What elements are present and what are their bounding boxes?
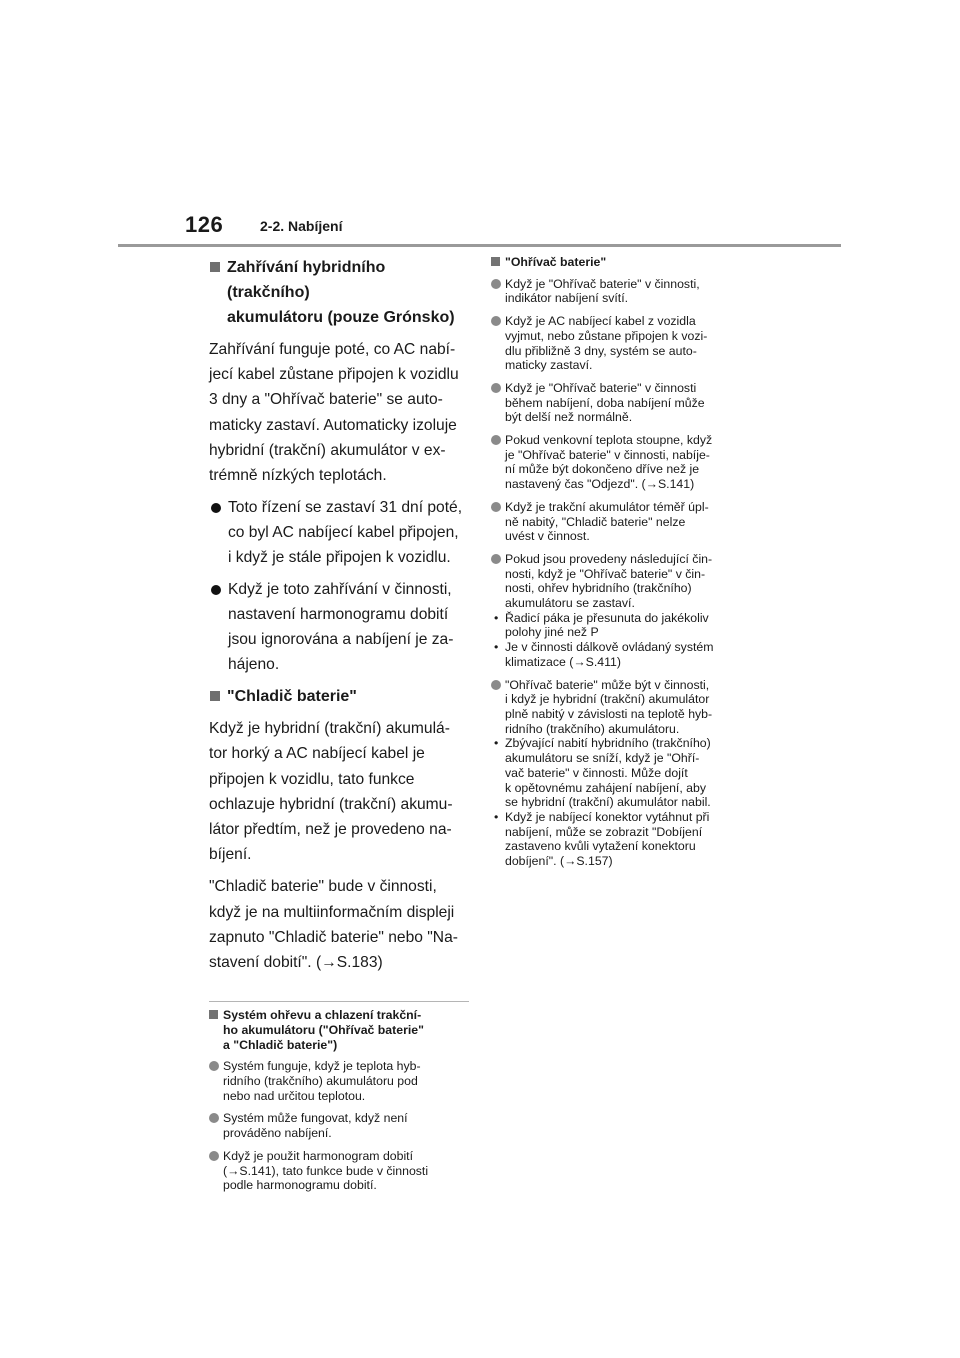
bullet-dot-icon	[211, 503, 221, 513]
text-line: nastavení harmonogramu dobití	[228, 606, 449, 624]
bullet-schedule-ignored	[209, 577, 469, 677]
heading-line: "Chladič baterie"	[227, 688, 357, 706]
note-item	[491, 500, 759, 544]
bullet-dot-icon	[491, 435, 501, 445]
sub-list-item	[491, 611, 759, 640]
text-line	[209, 950, 469, 975]
left-column	[209, 255, 469, 1201]
note-item	[491, 433, 759, 492]
text-line: jecí kabel zůstane připojen k vozidlu	[209, 366, 459, 384]
text-line: Řadicí páka je přesunuta do jakékoliv	[505, 610, 709, 625]
text-line: co byl AC nabíjecí kabel připojen,	[228, 524, 459, 542]
heading-line: akumulátoru (pouze Grónsko)	[227, 309, 455, 326]
text-line: zastaveno kvůli vytažení konektoru	[505, 839, 696, 854]
heading-heating	[209, 255, 469, 330]
bullet-dot-icon	[491, 383, 501, 393]
text-line: ně nabitý, "Chladič baterie" nelze	[505, 514, 686, 529]
text-span: klimatizace (	[505, 654, 574, 669]
text-line: tor horký a AC nabíjecí kabel je	[209, 745, 425, 763]
text-line: plně nabitý v závislosti na teplotě hyb-	[505, 706, 713, 721]
sub-bullet-icon: •	[494, 809, 499, 824]
page-reference-link[interactable]: →S.411	[573, 654, 617, 669]
text-span: )	[690, 477, 695, 492]
bullet-stop-control	[209, 495, 469, 570]
text-line: látor předtím, než je provedeno na-	[209, 821, 452, 839]
note-item	[491, 552, 759, 611]
text-line: Systém funguje, když je teplota hyb-	[223, 1059, 421, 1074]
text-line: Zbývající nabití hybridního (trakčního)	[505, 736, 711, 751]
text-span: (	[223, 1163, 228, 1178]
bullet-dot-icon	[209, 1151, 219, 1161]
text-line: Je v činnosti dálkově ovládaný systém	[505, 640, 714, 655]
text-line: být delší než normálně.	[505, 410, 633, 425]
note-heading	[491, 255, 759, 270]
text-line: vyjmut, nebo zůstane připojen k vozi-	[505, 328, 708, 343]
text-line: maticky zastaví. Automaticky izoluje	[209, 416, 457, 434]
bullet-dot-icon	[209, 1061, 219, 1071]
sub-list-item	[491, 640, 759, 669]
text-line: připojen k vozidlu, tato funkce	[209, 770, 415, 788]
text-line: Systém ohřevu a chlazení trakční-	[223, 1008, 422, 1023]
text-line: ochlazuje hybridní (trakční) akumu-	[209, 795, 453, 813]
text-line: polohy jiné než P	[505, 625, 599, 640]
text-line: akumulátoru se zastaví.	[505, 596, 635, 611]
text-line: je "Ohřívač baterie" v činnosti, nabíje-	[505, 447, 710, 462]
text-line: prováděno nabíjení.	[223, 1126, 332, 1141]
bullet-dot-icon	[491, 316, 501, 326]
text-span: nastavený čas "Odjezd". (	[505, 477, 646, 492]
text-line: podle harmonogramu dobití.	[223, 1178, 377, 1193]
text-line: indikátor nabíjení svítí.	[505, 291, 629, 306]
text-line: Když je "Ohřívač baterie" v činnosti,	[505, 276, 700, 291]
note-item	[491, 277, 759, 306]
text-line: "Chladič baterie" bude v činnosti,	[209, 878, 437, 896]
text-line: "Ohřívač baterie" může být v činnosti,	[505, 677, 710, 692]
text-line: nosti, ohřev hybridního (trakčního)	[505, 581, 692, 596]
square-bullet-icon	[209, 1010, 218, 1019]
text-line: "Ohřívač baterie"	[505, 255, 607, 269]
sub-list-item	[491, 810, 759, 869]
square-bullet-icon	[210, 691, 220, 701]
text-line: vač baterie" v činnosti. Může dojít	[505, 765, 688, 780]
text-line: zapnuto "Chladič baterie" nebo "Na-	[209, 928, 458, 946]
bullet-dot-icon	[491, 680, 501, 690]
paragraph-cooler-operation	[209, 874, 469, 975]
text-span: )	[616, 654, 621, 669]
page-number: 126	[185, 212, 224, 237]
text-span: )	[608, 854, 613, 869]
text-line: ní může být dokončeno dříve než je	[505, 462, 700, 477]
text-line: Když je "Ohřívač baterie" v činnosti	[505, 380, 697, 395]
sub-bullet-icon: •	[494, 736, 499, 751]
text-line: Když je hybridní (trakční) akumulá-	[209, 720, 450, 738]
note-item	[209, 1111, 469, 1140]
text-line: trémně nízkých teplotách.	[209, 467, 387, 485]
text-line	[223, 1164, 469, 1179]
bullet-dot-icon	[491, 502, 501, 512]
text-line: akumulátoru se sníží, když je "Ohří-	[505, 751, 700, 766]
text-span: )	[377, 954, 383, 972]
sub-bullet-icon: •	[494, 640, 499, 655]
text-line: Když je toto zahřívání v činnosti,	[228, 581, 452, 599]
bullet-dot-icon	[211, 585, 221, 595]
text-line: hájeno.	[228, 656, 280, 674]
text-line: i když je hybridní (trakční) akumulátor	[505, 692, 710, 707]
text-line: nosti, když je "Ohřívač baterie" v čin-	[505, 566, 706, 581]
text-line: uvést v činnost.	[505, 529, 590, 544]
text-line: Pokud jsou provedeny následující čin-	[505, 551, 713, 566]
square-bullet-icon	[491, 257, 500, 266]
header-rule	[118, 244, 841, 247]
sub-bullet-icon: •	[494, 610, 499, 625]
text-line: když je na multiinformačním displeji	[209, 903, 455, 921]
text-line: se hybridní (trakční) akumulátor nabil.	[505, 795, 711, 810]
text-line: a "Chladič baterie")	[223, 1037, 338, 1052]
paragraph-heating	[209, 337, 469, 488]
note-item-group	[491, 678, 759, 869]
text-line: Když je trakční akumulátor téměř úpl-	[505, 499, 709, 514]
note-item	[209, 1149, 469, 1193]
text-line: Když je nabíjecí konektor vytáhnut při	[505, 809, 710, 824]
section-title: 2-2. Nabíjení	[260, 218, 343, 234]
sub-list-item	[491, 736, 759, 810]
note-item	[491, 381, 759, 425]
text-line	[505, 655, 759, 670]
text-span: stavení dobití". (	[209, 954, 322, 972]
heading-line: Zahřívání hybridního (trakčního)	[227, 259, 386, 301]
text-line: 3 dny a "Ohřívač baterie" se auto-	[209, 391, 443, 409]
page-reference-link[interactable]: →S.141	[227, 1163, 272, 1178]
text-line: hybridní (trakční) akumulátor v ex-	[209, 441, 446, 459]
note-item	[491, 314, 759, 373]
bullet-dot-icon	[491, 279, 501, 289]
page-reference-link[interactable]: →S.157	[564, 854, 609, 869]
text-line	[505, 477, 759, 492]
paragraph-cooler	[209, 716, 469, 867]
text-line: maticky zastaví.	[505, 358, 593, 373]
text-line: nebo nad určitou teplotou.	[223, 1088, 366, 1103]
text-line: ho akumulátoru ("Ohřívač baterie"	[223, 1022, 424, 1037]
page-reference-link[interactable]: →S.141	[645, 477, 691, 492]
square-bullet-icon	[210, 262, 220, 272]
text-line: bíjení.	[209, 846, 252, 864]
text-line: i když je stále připojen k vozidlu.	[228, 549, 451, 567]
bullet-dot-icon	[491, 554, 501, 564]
page-reference-link[interactable]: →S.183	[321, 954, 378, 972]
text-line: ridního (trakčního) akumulátoru pod	[223, 1074, 418, 1089]
text-line: ridního (trakčního) akumulátoru.	[505, 721, 680, 736]
text-span: dobíjení". (	[505, 854, 565, 869]
text-line: Zahřívání funguje poté, co AC nabí-	[209, 341, 456, 358]
note-divider	[209, 1001, 469, 1002]
text-line: jsou ignorována a nabíjení je za-	[228, 631, 454, 649]
text-line: Když je použit harmonogram dobití	[223, 1148, 414, 1163]
text-line: k opětovnému zahájení nabíjení, aby	[505, 780, 706, 795]
text-span: ), tato funkce bude v činnosti	[271, 1163, 429, 1178]
text-line: dlu přibližně 3 dny, systém se auto-	[505, 343, 697, 358]
text-line: Pokud venkovní teplota stoupne, když	[505, 433, 713, 448]
note-item	[491, 678, 759, 737]
text-line: Systém může fungovat, když není	[223, 1111, 408, 1126]
note-item-group	[491, 552, 759, 670]
text-line: nabíjení, může se zobrazit "Dobíjení	[505, 824, 703, 839]
text-line: Když je AC nabíjecí kabel z vozidla	[505, 314, 696, 329]
heading-battery-cooler	[209, 684, 469, 709]
right-column	[491, 255, 759, 877]
note-item	[209, 1059, 469, 1103]
note-heading	[209, 1008, 469, 1052]
text-line: Toto řízení se zastaví 31 dní poté,	[228, 499, 463, 517]
text-line: během nabíjení, doba nabíjení může	[505, 395, 705, 410]
text-line	[505, 854, 759, 869]
bullet-dot-icon	[209, 1113, 219, 1123]
